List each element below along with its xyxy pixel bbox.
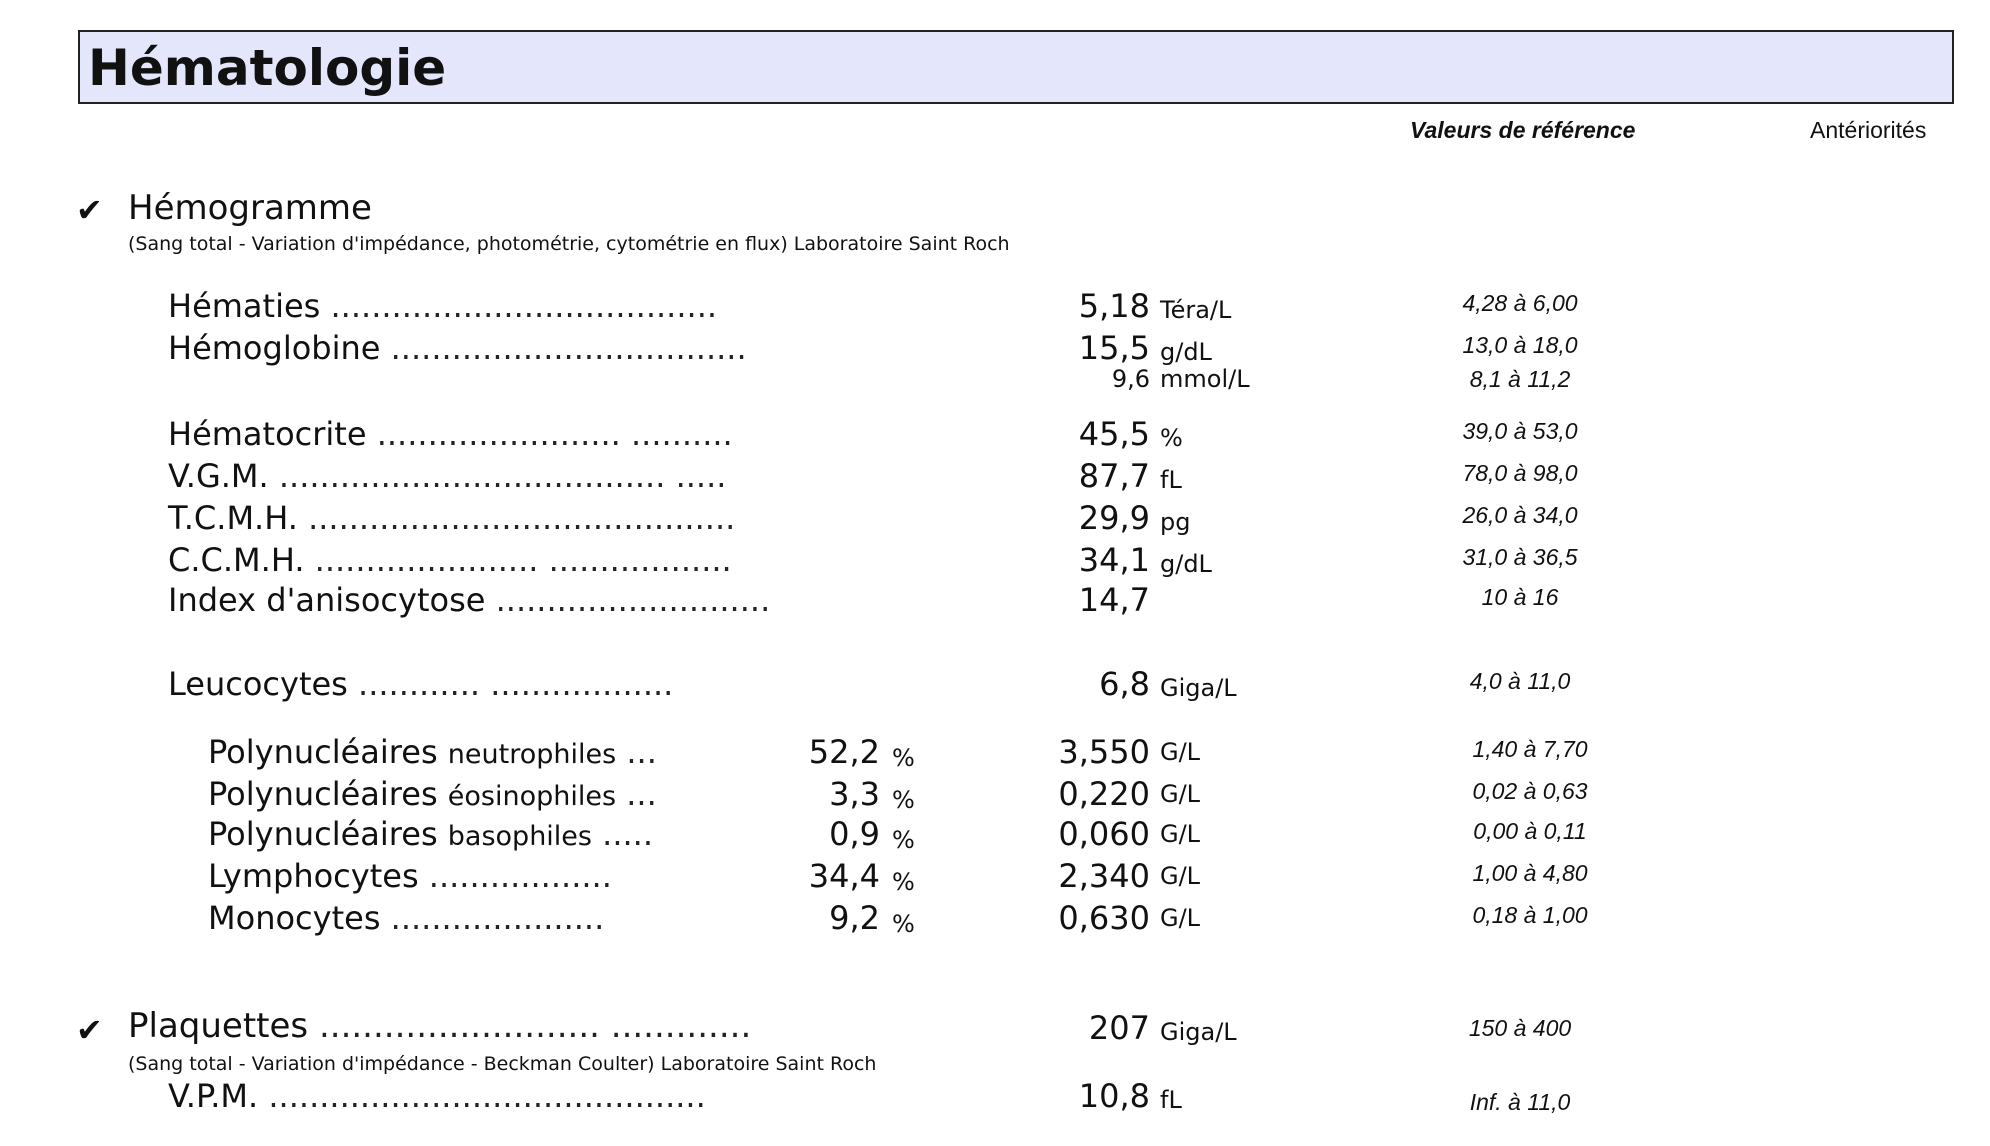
leader-dots: .......................... ............. — [318, 1006, 752, 1046]
formula-absolute-value: 3,550 — [1058, 733, 1150, 771]
leader-dots: ..... — [602, 815, 654, 853]
plaquettes-value: 207 — [1088, 1009, 1150, 1047]
result-unit: g/dL — [1160, 550, 1212, 578]
result-label-row — [168, 540, 732, 580]
formula-percent-value: 3,3 — [829, 775, 880, 813]
checkmark-icon: ✔ — [76, 1011, 103, 1049]
leucocytes-unit: Giga/L — [1160, 674, 1237, 702]
result-label-row — [168, 328, 747, 368]
vpm-label: V.P.M. — [168, 1077, 259, 1115]
reference-range: 39,0 à 53,0 — [1462, 418, 1578, 444]
formula-label-row — [208, 732, 657, 775]
result-label: Hémoglobine — [168, 329, 381, 367]
result-label-row — [168, 580, 770, 620]
checkmark-icon: ✔ — [76, 191, 103, 229]
leader-dots: ........................... — [495, 581, 771, 619]
formula-sublabel: neutrophiles — [447, 739, 617, 770]
formula-percent-unit: % — [892, 868, 915, 896]
result-value: 34,1 — [1078, 541, 1150, 579]
result-value: 29,9 — [1078, 499, 1150, 537]
result-unit: % — [1160, 424, 1183, 452]
result-label: V.G.M. — [168, 457, 269, 495]
hemogramme-title: Hémogramme — [128, 188, 372, 228]
formula-label: Polynucléaires — [208, 733, 438, 771]
result-value: 14,7 — [1078, 581, 1150, 619]
leader-dots: ............ .................. — [358, 665, 674, 703]
formula-label-row — [208, 814, 653, 857]
result-label: T.C.M.H. — [168, 499, 298, 537]
result-unit: fL — [1160, 466, 1182, 494]
formula-absolute-value: 0,220 — [1058, 775, 1150, 813]
reference-values-header: Valeurs de référence — [1410, 117, 1636, 143]
reference-range: 4,28 à 6,00 — [1462, 290, 1578, 316]
leader-dots: ........................................... — [268, 1077, 706, 1115]
result-value: 87,7 — [1078, 457, 1150, 495]
vpm-value: 10,8 — [1078, 1077, 1150, 1115]
formula-ref: 0,00 à 0,11 — [1473, 818, 1587, 844]
leucocytes-label-row — [168, 664, 673, 704]
history-header: Antériorités — [1810, 117, 1927, 143]
formula-unit: G/L — [1160, 738, 1201, 766]
leucocytes-ref: 4,0 à 11,0 — [1469, 668, 1571, 694]
leader-dots: .......................................... — [308, 499, 736, 537]
result-label: Hématocrite — [168, 415, 367, 453]
formula-ref: 1,00 à 4,80 — [1472, 860, 1588, 886]
formula-percent-value: 9,2 — [829, 899, 880, 937]
formula-percent-value: 34,4 — [808, 857, 880, 895]
hb-mmol-ref: 8,1 à 11,2 — [1469, 366, 1571, 392]
result-label: Index d'anisocytose — [168, 581, 486, 619]
formula-absolute-value: 2,340 — [1058, 857, 1150, 895]
page-title: Hématologie — [88, 39, 447, 97]
leader-dots: ...................................... — [330, 287, 718, 325]
plaquettes-title — [128, 1006, 751, 1046]
formula-label: Polynucléaires — [208, 775, 438, 813]
formula-unit: G/L — [1160, 780, 1201, 808]
plaquettes-ref: 150 à 400 — [1468, 1015, 1572, 1041]
formula-unit: G/L — [1160, 820, 1201, 848]
formula-unit: G/L — [1160, 904, 1201, 932]
plaquettes-method: (Sang total - Variation d'impédance - Beckman Coulter) Laboratoire Saint Roch — [128, 1053, 877, 1075]
leader-dots: .................. — [428, 857, 612, 895]
result-label-row — [168, 414, 733, 454]
section-title-box — [78, 30, 1954, 104]
leader-dots: ..................... — [390, 899, 605, 937]
vpm-label-row — [168, 1076, 706, 1116]
formula-label-row — [208, 898, 604, 938]
formula-percent-value: 52,2 — [808, 733, 880, 771]
reference-range: 78,0 à 98,0 — [1462, 460, 1578, 486]
formula-label: Monocytes — [208, 899, 381, 937]
leader-dots: ...................... .................. — [314, 541, 732, 579]
formula-percent-unit: % — [892, 826, 915, 854]
formula-ref: 0,18 à 1,00 — [1472, 902, 1588, 928]
result-unit: Téra/L — [1160, 296, 1232, 324]
leader-dots: ... — [626, 775, 657, 813]
formula-percent-unit: % — [892, 910, 915, 938]
formula-ref: 1,40 à 7,70 — [1472, 736, 1588, 762]
result-value: 5,18 — [1078, 287, 1150, 325]
reference-range: 13,0 à 18,0 — [1462, 332, 1578, 358]
formula-percent-unit: % — [892, 744, 915, 772]
result-label-row — [168, 286, 717, 326]
result-unit: pg — [1160, 508, 1191, 536]
result-label-row — [168, 498, 735, 538]
result-value: 15,5 — [1078, 329, 1150, 367]
leucocytes-value: 6,8 — [1099, 665, 1150, 703]
formula-percent-unit: % — [892, 786, 915, 814]
formula-unit: G/L — [1160, 862, 1201, 890]
leucocytes-label: Leucocytes — [168, 665, 348, 703]
result-label-row — [168, 456, 726, 496]
formula-label-row — [208, 774, 657, 817]
reference-range: 31,0 à 36,5 — [1462, 544, 1578, 570]
plaquettes-label: Plaquettes — [128, 1006, 309, 1046]
formula-label-row — [208, 856, 612, 896]
vpm-unit: fL — [1160, 1086, 1182, 1114]
formula-sublabel: éosinophiles — [447, 781, 617, 812]
result-label: Hématies — [168, 287, 321, 325]
formula-ref: 0,02 à 0,63 — [1472, 778, 1588, 804]
formula-percent-value: 0,9 — [829, 815, 880, 853]
hb-mmol-unit: mmol/L — [1160, 365, 1250, 393]
vpm-ref: Inf. à 11,0 — [1469, 1089, 1571, 1115]
formula-sublabel: basophiles — [447, 821, 592, 852]
result-value: 45,5 — [1078, 415, 1150, 453]
leader-dots: ................................... — [390, 329, 747, 367]
plaquettes-unit: Giga/L — [1160, 1018, 1237, 1046]
hb-mmol-value: 9,6 — [1111, 365, 1150, 393]
leader-dots: ... — [626, 733, 657, 771]
formula-label: Polynucléaires — [208, 815, 438, 853]
reference-range: 26,0 à 34,0 — [1462, 502, 1578, 528]
leader-dots: ........................ .......... — [376, 415, 733, 453]
result-label: C.C.M.H. — [168, 541, 305, 579]
reference-range: 10 à 16 — [1481, 584, 1559, 610]
formula-absolute-value: 0,060 — [1058, 815, 1150, 853]
formula-absolute-value: 0,630 — [1058, 899, 1150, 937]
result-unit: g/dL — [1160, 338, 1212, 366]
leader-dots: ...................................... ..... — [278, 457, 727, 495]
formula-label: Lymphocytes — [208, 857, 419, 895]
hemogramme-method: (Sang total - Variation d'impédance, photométrie, cytométrie en flux) Laboratoire Saint Roch — [128, 233, 1010, 255]
